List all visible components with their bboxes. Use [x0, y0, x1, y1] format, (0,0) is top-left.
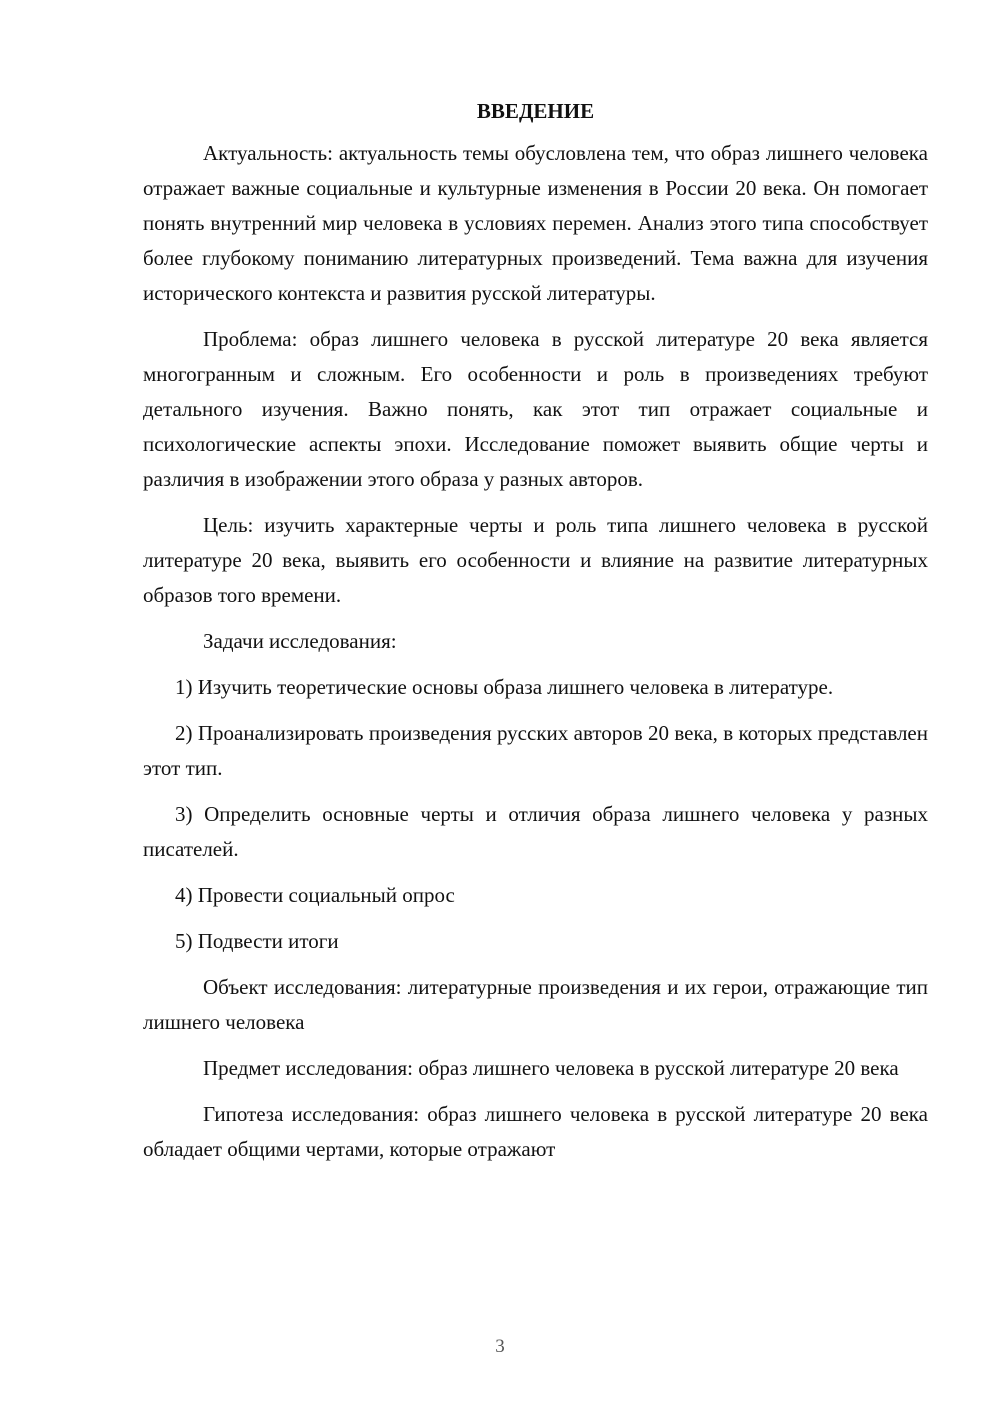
paragraph-subject: Предмет исследования: образ лишнего человека в русской литературе 20 века	[203, 1056, 899, 1080]
paragraph-object: Объект исследования: литературные произведения и их герои, отражающие тип лишнего человека	[143, 975, 928, 1034]
paragraph-hypothesis: Гипотеза исследования: образ лишнего человека в русской литературе 20 века обладает общими чертами, которые отражают	[143, 1102, 928, 1161]
paragraph-relevance: Актуальность: актуальность темы обусловлена тем, что образ лишнего человека отражает важные социальные и культурные изменения в России 20 века. Он помогает понять внутренний мир человека в условиях перемен. Анализ этого типа способствует более глубокому пониманию литературных произведений. Тема важна для изучения исторического контекста и развития русской литературы.	[143, 141, 928, 305]
task-item-4: 4) Провести социальный опрос	[175, 883, 455, 907]
page-number: 3	[495, 1336, 505, 1357]
page-title: ВВЕДЕНИЕ	[476, 99, 595, 123]
task-item-3: 3) Определить основные черты и отличия образа лишнего человека у разных писателей.	[143, 802, 928, 861]
task-item-1: 1) Изучить теоретические основы образа лишнего человека в литературе.	[175, 675, 834, 699]
paragraph-goal: Цель: изучить характерные черты и роль типа лишнего человека в русской литературе 20 века, выявить его особенности и влияние на развитие литературных образов того времени.	[143, 513, 928, 607]
task-item-5: 5) Подвести итоги	[175, 929, 339, 953]
paragraph-problem: Проблема: образ лишнего человека в русской литературе 20 века является многогранным и сложным. Его особенности и роль в произведениях требуют детального изучения. Важно понять, как этот тип отражает социальные и психологические аспекты эпохи. Исследование поможет выявить общие черты и различия в изображении этого образа у разных авторов.	[143, 327, 928, 491]
task-item-2: 2) Проанализировать произведения русских авторов 20 века, в которых представлен этот тип.	[143, 721, 928, 780]
paragraph-tasks-title: Задачи исследования:	[203, 629, 397, 653]
document-page	[143, 94, 928, 1178]
